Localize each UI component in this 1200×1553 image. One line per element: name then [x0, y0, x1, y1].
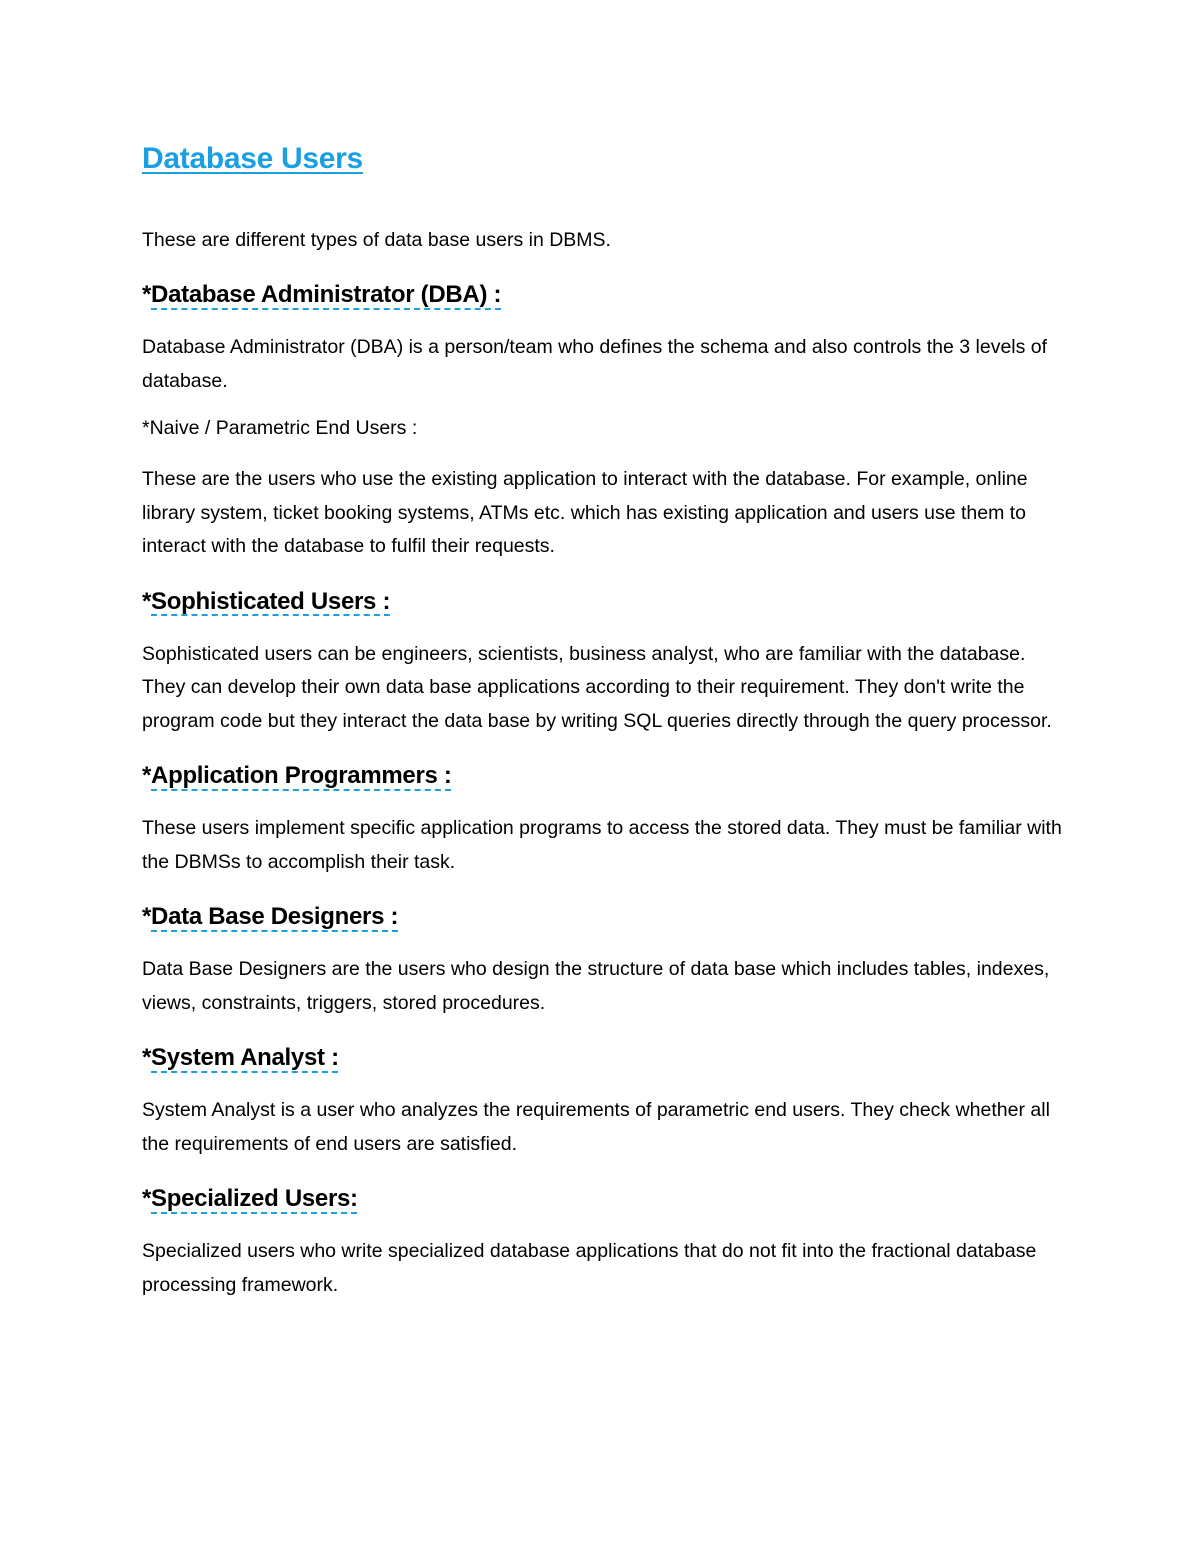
body-naive-parametric-end-users: These are the users who use the existing application to interact with the database. For example, online library system, ticket booking systems, ATMs etc. which has existing application and users use them to interact with the database to fulfil their requests. — [142, 468, 1028, 557]
body-system-analyst: System Analyst is a user who analyzes the requirements of parametric end users. They check whether all the requirements of end users are satisfied. — [142, 1099, 1050, 1155]
heading-text[interactable]: Specialized Users: — [151, 1185, 358, 1212]
heading-text[interactable]: Application Programmers : — [151, 762, 452, 789]
heading-star: * — [142, 903, 152, 930]
heading-database-administrator[interactable] — [142, 277, 1072, 313]
heading-data-base-designers[interactable] — [142, 899, 1072, 935]
heading-naive-parametric-end-users — [142, 412, 1072, 445]
heading-text[interactable]: Database Administrator (DBA) : — [151, 281, 502, 308]
heading-star: * — [142, 281, 152, 308]
body-data-base-designers: Data Base Designers are the users who design the structure of data base which includes tables, indexes, views, constraints, triggers, stored procedures. — [142, 958, 1050, 1014]
heading-text: Naive / Parametric End Users : — [149, 417, 418, 439]
intro-paragraph: These are different types of data base users in DBMS. — [142, 229, 611, 251]
body-application-programmers: These users implement specific application programs to access the stored data. They must be familiar with the DBMSs to accomplish their task. — [142, 817, 1062, 873]
heading-star: * — [142, 762, 152, 789]
body-sophisticated-users: Sophisticated users can be engineers, scientists, business analyst, who are familiar with the database. They can develop their own data base applications according to their requirement. They don't write the program code but they interact the data base by writing SQL queries directly through the query processor. — [142, 642, 1052, 732]
heading-star: * — [142, 1185, 152, 1212]
document-title-link[interactable]: Database Users — [142, 142, 363, 175]
heading-specialized-users[interactable] — [142, 1181, 1072, 1217]
heading-system-analyst[interactable] — [142, 1040, 1072, 1076]
heading-text[interactable]: System Analyst : — [151, 1044, 339, 1071]
heading-sophisticated-users[interactable] — [142, 584, 1072, 620]
heading-text[interactable]: Data Base Designers : — [151, 903, 399, 930]
heading-star: * — [142, 587, 152, 615]
document-page — [142, 138, 1072, 1302]
body-database-administrator: Database Administrator (DBA) is a person/team who defines the schema and also controls the 3 levels of database. — [142, 336, 1048, 392]
body-specialized-users: Specialized users who write specialized database applications that do not fit into the fractional database processing framework. — [142, 1240, 1037, 1296]
heading-text[interactable]: Sophisticated Users : — [151, 587, 391, 615]
heading-star: * — [142, 417, 150, 439]
heading-application-programmers[interactable] — [142, 758, 1072, 794]
heading-star: * — [142, 1044, 152, 1071]
